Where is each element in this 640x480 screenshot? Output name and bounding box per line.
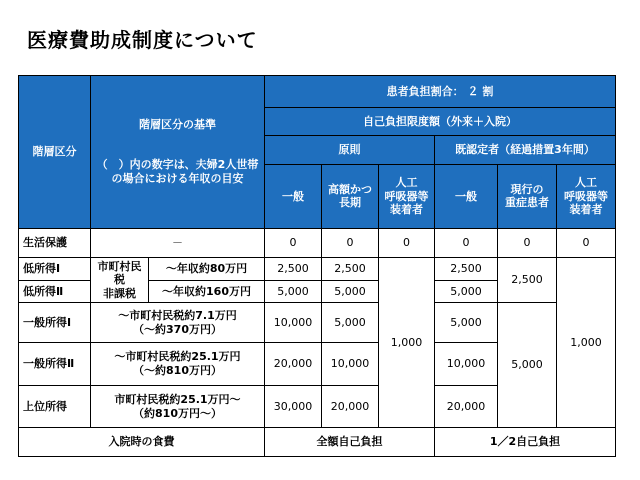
cell-value: 2,500 <box>498 258 557 303</box>
cell-value: 5,000 <box>265 280 322 302</box>
row-label: 一般所得Ⅱ <box>19 343 91 385</box>
cell-value: 2,500 <box>265 258 322 280</box>
table-row <box>19 428 616 457</box>
header-basis-title: 階層区分の基準 <box>139 118 216 132</box>
header-certified: 既認定者（経過措置3年間） <box>435 136 616 165</box>
header-basis <box>91 76 265 229</box>
cell-value: 5,000 <box>435 280 498 302</box>
cell-value: 2,500 <box>322 258 379 280</box>
cell-value: 10,000 <box>322 343 379 385</box>
row-basis: 市町村民税約25.1万円～ （約810万円～） <box>91 385 265 427</box>
cell-value: 5,000 <box>498 303 557 428</box>
header-cert-ventilator: 人工 呼吸器等 装着者 <box>557 165 616 229</box>
cell-value: 1,000 <box>379 258 435 428</box>
row-label: 一般所得Ⅰ <box>19 303 91 343</box>
row-basis: ～市町村民税約7.1万円 （～約370万円） <box>91 303 265 343</box>
cell-value: 0 <box>322 228 379 258</box>
header-cert-general: 一般 <box>435 165 498 229</box>
cell-value: 0 <box>557 228 616 258</box>
row-basis-group: 市町村民税 非課税 <box>91 258 149 303</box>
header-high-cost: 高額かつ 長期 <box>322 165 379 229</box>
cell-value: 20,000 <box>435 385 498 427</box>
header-principle: 原則 <box>265 136 435 165</box>
row-basis: ～市町村民税約25.1万円 （～約810万円） <box>91 343 265 385</box>
table-row <box>19 228 616 258</box>
header-basis-note: （ ）内の数字は、夫婦2人世帯 の場合における年収の目安 <box>96 157 259 185</box>
table-row <box>19 258 616 280</box>
cell-value: 5,000 <box>322 303 379 343</box>
row-basis: ～年収約160万円 <box>149 280 265 302</box>
cell-value: 5,000 <box>322 280 379 302</box>
food-principle: 全額自己負担 <box>265 428 435 457</box>
row-basis: － <box>91 228 265 258</box>
row-label: 上位所得 <box>19 385 91 427</box>
food-certified: 1／2自己負担 <box>435 428 616 457</box>
cell-value: 0 <box>435 228 498 258</box>
cell-value: 0 <box>498 228 557 258</box>
row-label: 低所得Ⅰ <box>19 258 91 280</box>
row-basis: ～年収約80万円 <box>149 258 265 280</box>
header-limit: 自己負担限度額（外来＋入院） <box>265 107 616 136</box>
cell-value: 2,500 <box>435 258 498 280</box>
table-row <box>19 303 616 343</box>
page-title: 医療費助成制度について <box>27 28 258 52</box>
header-general: 一般 <box>265 165 322 229</box>
cell-value: 10,000 <box>265 303 322 343</box>
header-tier: 階層区分 <box>19 76 91 229</box>
cell-value: 0 <box>265 228 322 258</box>
cell-value: 10,000 <box>435 343 498 385</box>
cell-value: 1,000 <box>557 258 616 428</box>
cell-value: 30,000 <box>265 385 322 427</box>
cell-value: 20,000 <box>322 385 379 427</box>
cell-value: 5,000 <box>435 303 498 343</box>
cell-value: 0 <box>379 228 435 258</box>
row-label: 生活保護 <box>19 228 91 258</box>
row-label: 低所得Ⅱ <box>19 280 91 302</box>
header-ventilator: 人工 呼吸器等 装着者 <box>379 165 435 229</box>
header-copay-ratio: 患者負担割合： ２ 割 <box>265 76 616 108</box>
food-label: 入院時の食費 <box>19 428 265 457</box>
cell-value: 20,000 <box>265 343 322 385</box>
subsidy-table <box>18 75 616 457</box>
header-current-severe: 現行の 重症患者 <box>498 165 557 229</box>
